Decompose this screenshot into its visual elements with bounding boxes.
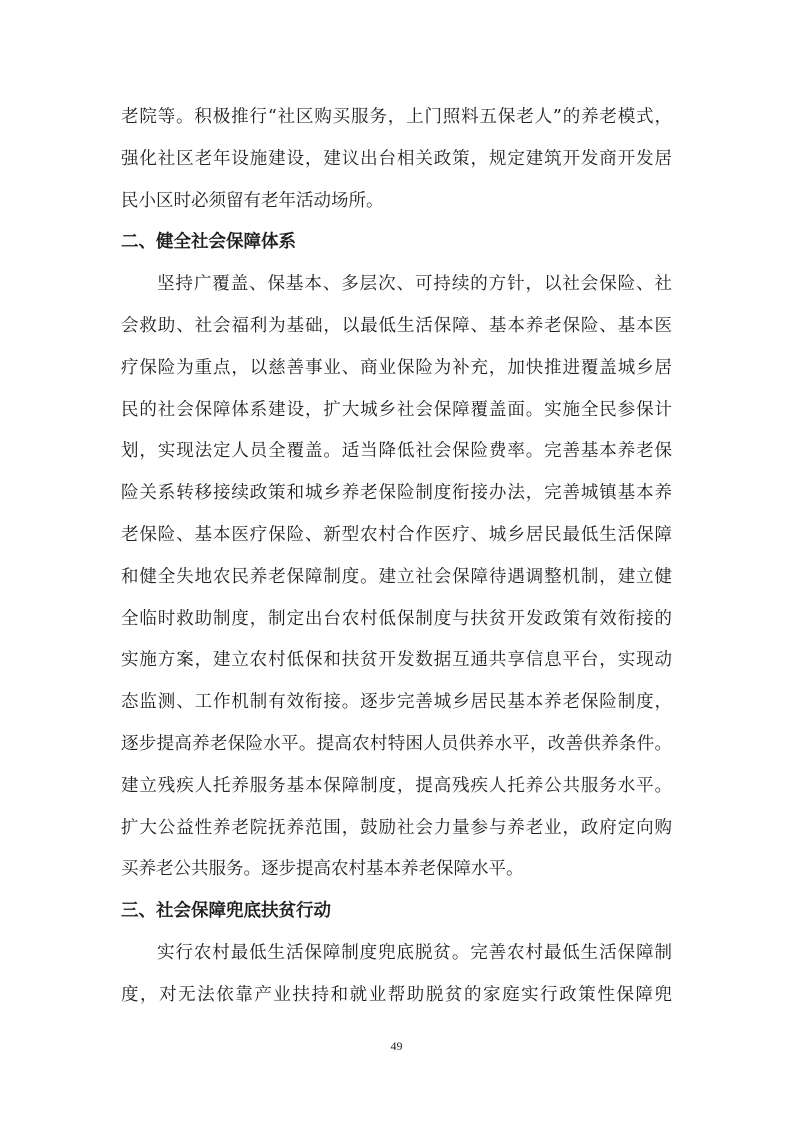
text-line: 和健全失地农民养老保障制度。建立社会保障待遇调整机制，建立健 [121,566,672,587]
text-line: 坚持广覆盖、保基本、多层次、可持续的方针，以社会保险、社 [157,274,672,295]
text-line: 险关系转移接续政策和城乡养老保险制度衔接办法，完善城镇基本养 [121,483,672,504]
text-line: 买养老公共服务。逐步提高农村基本养老保障水平。 [121,859,524,880]
document-body [121,97,672,1017]
text-line: 划，实现法定人员全覆盖。适当降低社会保险费率。完善基本养老保 [121,441,672,462]
paragraph [121,264,672,891]
section-heading: 二、健全社会保障体系 [121,232,296,253]
text-line: 实行农村最低生活保障制度兜底脱贫。完善农村最低生活保障制 [157,942,672,963]
text-line: 全临时救助制度，制定出台农村低保制度与扶贫开发政策有效衔接的 [121,608,672,629]
text-line: 老院等。积极推行“社区购买服务，上门照料五保老人”的养老模式， [121,107,672,127]
text-line: 会救助、社会福利为基础，以最低生活保障、基本养老保险、基本医 [121,315,672,336]
text-line: 态监测、工作机制有效衔接。逐步完善城乡居民基本养老保险制度， [121,692,672,713]
text-line: 疗保险为重点，以慈善事业、商业保险为补充，加快推进覆盖城乡居 [121,357,672,378]
text-line: 度，对无法依靠产业扶持和就业帮助脱贫的家庭实行政策性保障兜 [121,984,672,1005]
paragraph [121,97,672,222]
text-line: 逐步提高养老保险水平。提高农村特困人员供养水平，改善供养条件。 [121,733,672,754]
text-line: 强化社区老年设施建设，建议出台相关政策，规定建筑开发商开发居 [121,148,672,169]
text-line: 民的社会保障体系建设，扩大城乡社会保障覆盖面。实施全民参保计 [121,399,672,420]
text-line: 扩大公益性养老院抚养范围，鼓励社会力量参与养老业，政府定向购 [121,817,672,838]
page-number: 49 [390,1039,403,1053]
text-line: 实施方案，建立农村低保和扶贫开发数据互通共享信息平台，实现动 [121,650,672,671]
text-line: 老保险、基本医疗保险、新型农村合作医疗、城乡居民最低生活保障 [121,524,672,545]
section-heading: 三、社会保障兜底扶贫行动 [121,901,331,922]
paragraph [121,933,672,1017]
text-line: 民小区时必须留有老年活动场所。 [121,190,384,211]
text-line: 建立残疾人托养服务基本保障制度，提高残疾人托养公共服务水平。 [121,775,672,796]
